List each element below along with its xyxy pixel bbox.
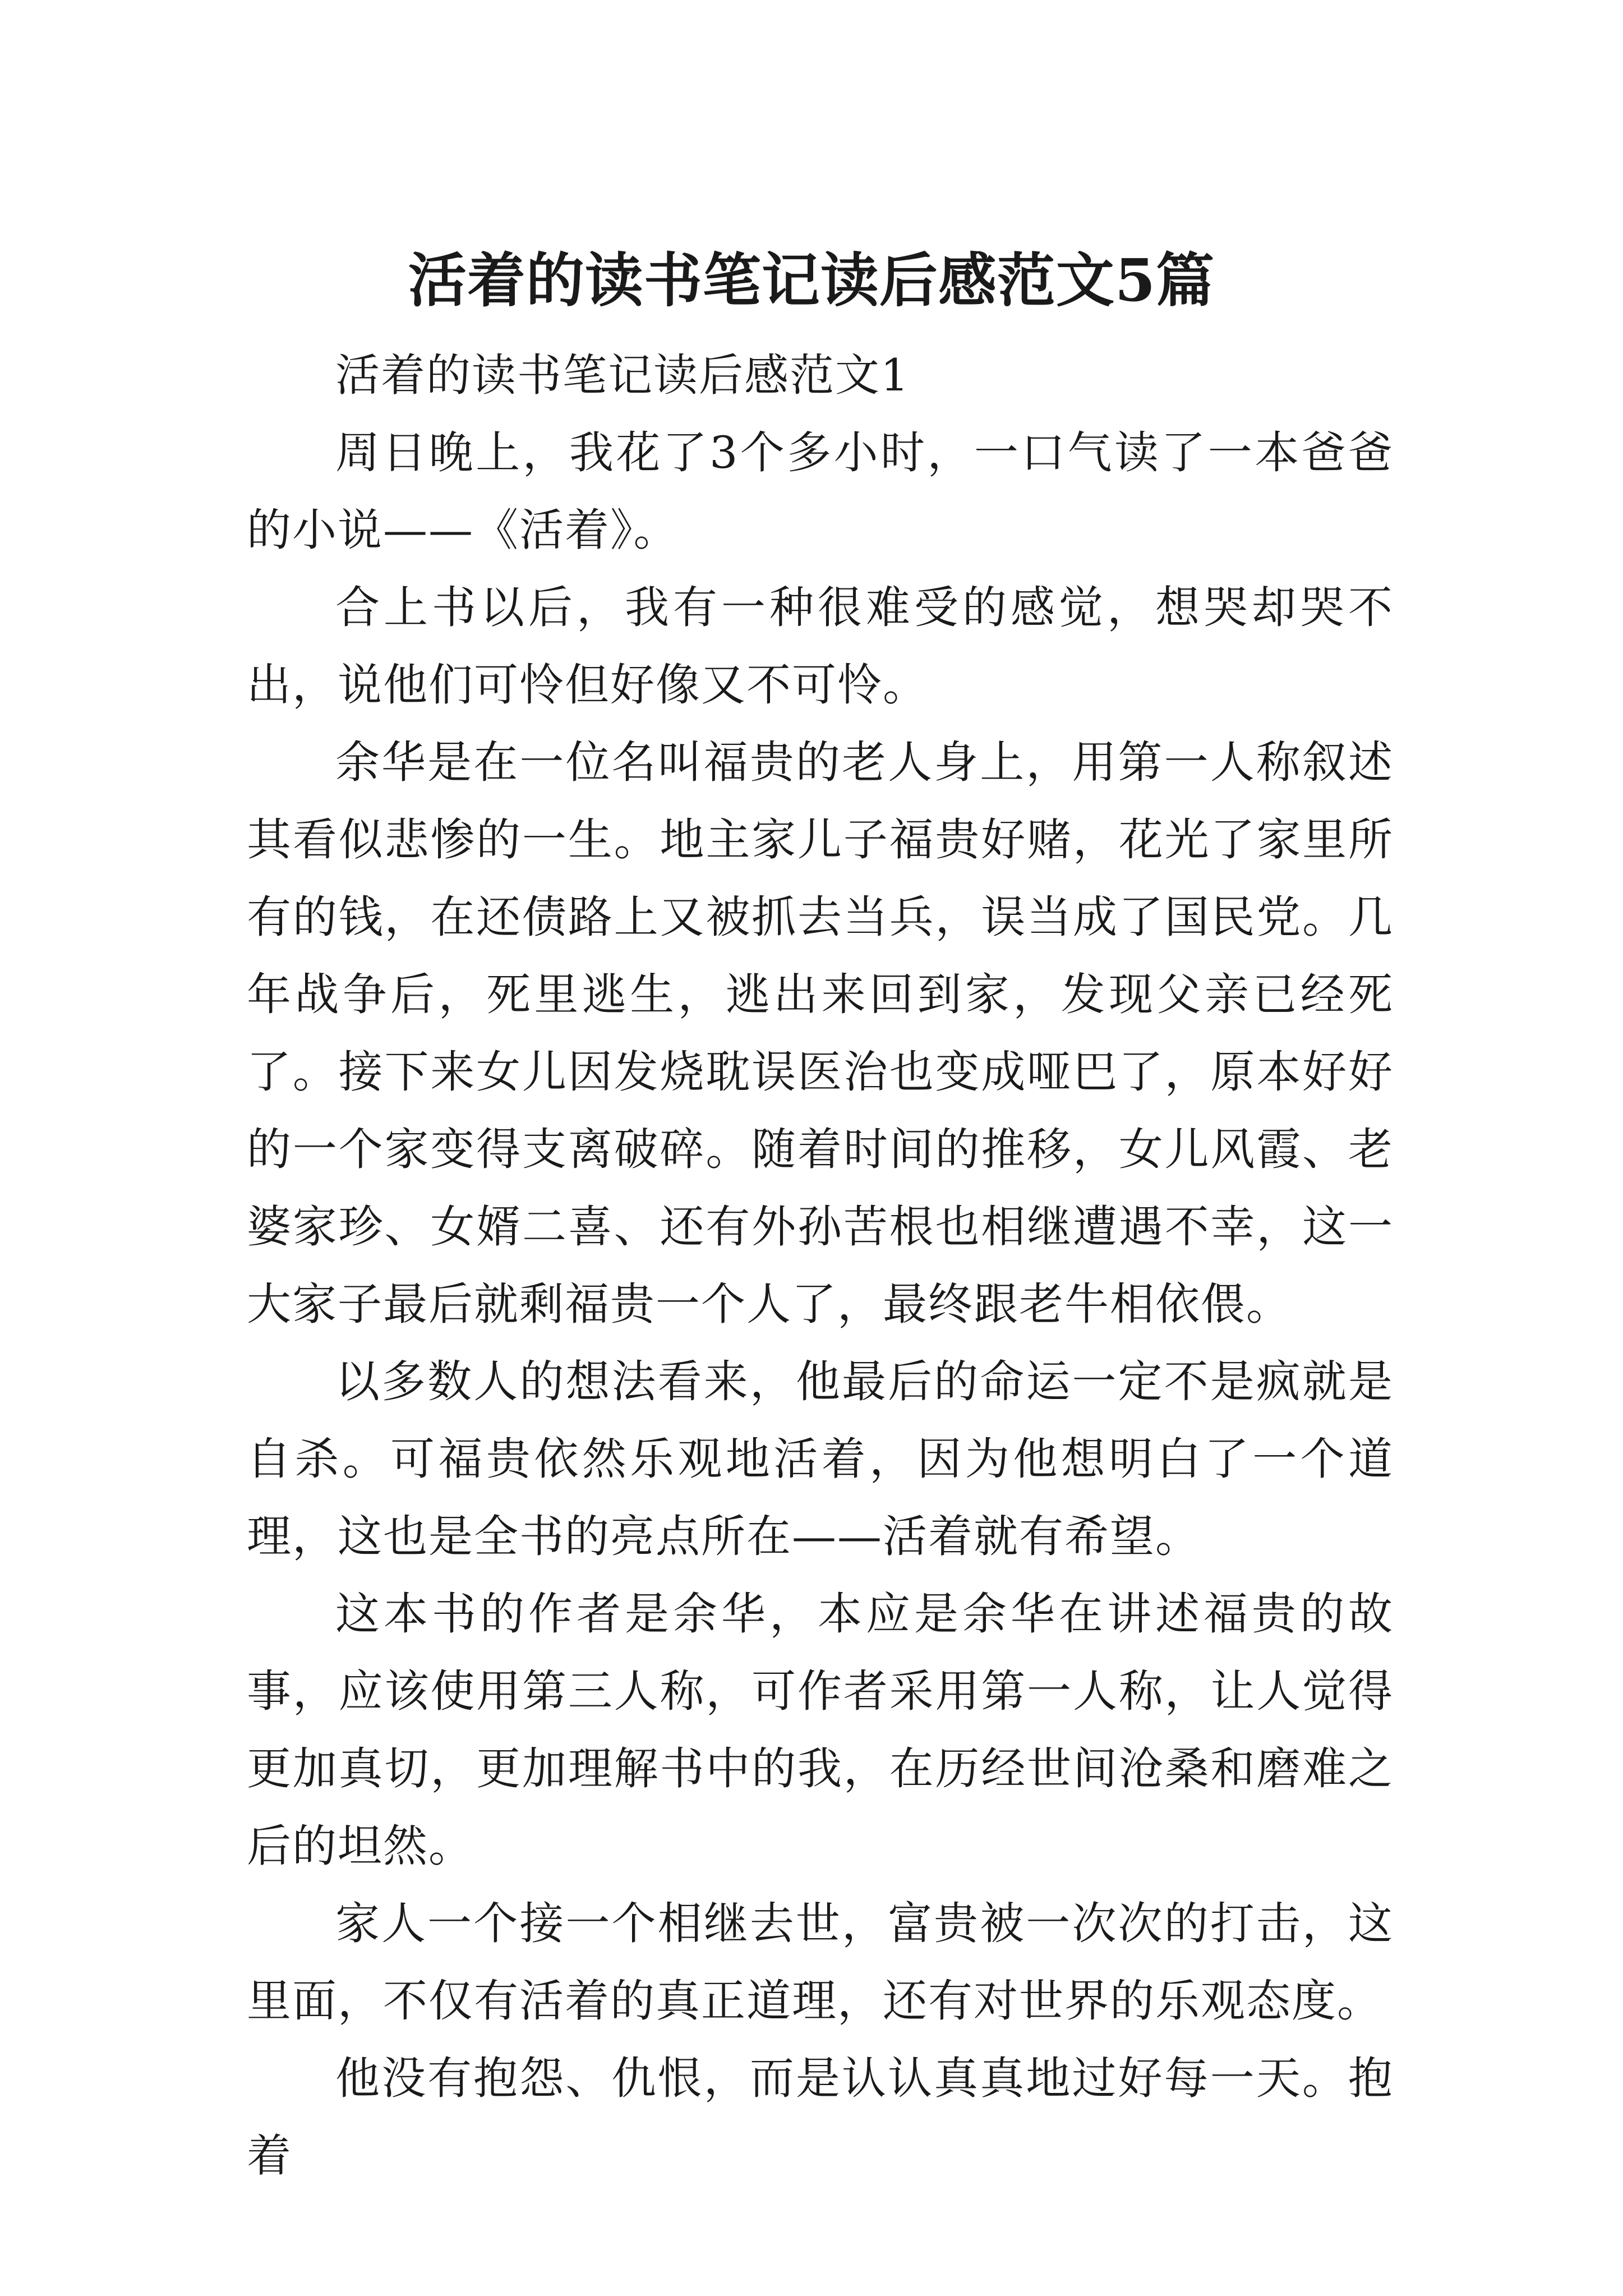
- paragraph: 以多数人的想法看来，他最后的命运一定不是疯就是自杀。可福贵依然乐观地活着，因为他想明白了一个道理，这也是全书的亮点所在——活着就有希望。: [247, 1356, 1394, 1562]
- paragraph: 余华是在一位名叫福贵的老人身上，用第一人称叙述其看似悲惨的一生。地主家儿子福贵好赌，花光了家里所有的钱，在还债路上又被抓去当兵，误当成了国民党。几年战争后，死里逃生，逃出来回到家，发现父亲已经死了。接下来女儿因发烧耽误医治也变成哑巴了，原本好好的一个家变得支离破碎。随着时间的推移，女儿风霞、老婆家珍、女婿二喜、还有外孙苦根也相继遭遇不幸，这一大家子最后就剩福贵一个人了，最终跟老牛相依偎。: [247, 737, 1394, 1330]
- paragraph: 他没有抱怨、仇恨，而是认认真真地过好每一天。抱着: [247, 2053, 1394, 2182]
- paragraph: 这本书的作者是余华，本应是余华在讲述福贵的故事，应该使用第三人称，可作者采用第一人称，让人觉得更加真切，更加理解书中的我，在历经世间沧桑和磨难之后的坦然。: [247, 1588, 1394, 1872]
- paragraph: 家人一个接一个相继去世，富贵被一次次的打击，这里面，不仅有活着的真正道理，还有对世界的乐观态度。: [247, 1898, 1394, 2027]
- document-title: 活着的读书笔记读后感范文5篇: [408, 245, 1215, 315]
- paragraph: 周日晚上，我花了3个多小时，一口气读了一本爸爸的小说——《活着》。: [247, 427, 1394, 556]
- section-heading: 活着的读书笔记读后感范文1: [335, 349, 910, 401]
- document-body: [247, 337, 1394, 2194]
- paragraph: 合上书以后，我有一种很难受的感觉，想哭却哭不出，说他们可怜但好像又不可怜。: [247, 582, 1394, 711]
